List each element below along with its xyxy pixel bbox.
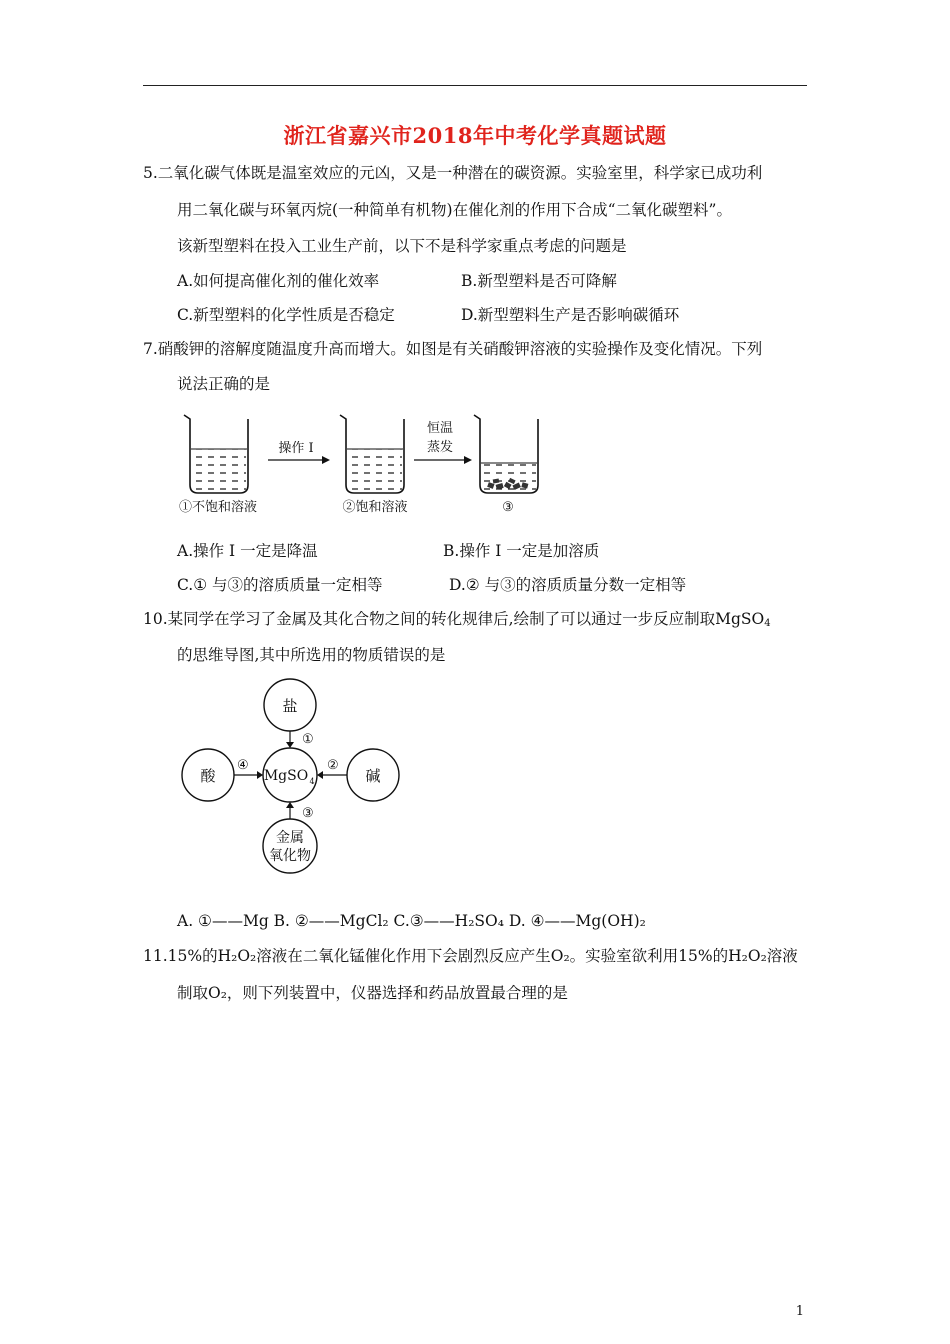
q7-option-b: B.操作 I 一定是加溶质 xyxy=(443,542,600,560)
beaker-1-label: ①不饱和溶液 xyxy=(178,500,258,515)
q5-option-a: A.如何提高催化剂的催化效率 xyxy=(177,272,380,290)
beaker-3-label: ③ xyxy=(502,500,514,515)
beaker-3-icon xyxy=(474,415,538,493)
q10-line-2: 的思维导图,其中所选用的物质错误的是 xyxy=(177,646,446,664)
beaker-1-icon xyxy=(184,415,248,493)
metal-oxide-node xyxy=(263,819,317,873)
page-title: 浙江省嘉兴市2018年中考化学真题试题 xyxy=(283,123,667,148)
arrow-1-number: ① xyxy=(302,732,314,747)
arrow-3-number: ③ xyxy=(302,806,314,821)
header-rule xyxy=(143,85,807,86)
mind-map-diagram xyxy=(175,678,415,878)
operation-1-label: 操作 I xyxy=(278,441,314,456)
q7-option-a: A.操作 I 一定是降温 xyxy=(177,542,318,560)
arrow-4-number: ④ xyxy=(237,758,249,773)
operation-2-label-a: 恒温 xyxy=(426,421,454,436)
arrow-1-icon xyxy=(286,742,294,748)
q10-formula: MgSO xyxy=(715,610,765,628)
mgso4-subscript: 4 xyxy=(309,777,315,786)
arrow-2-number: ② xyxy=(327,758,339,773)
acid-label: 酸 xyxy=(200,767,216,785)
q7-option-c: C.① 与③的溶质质量一定相等 xyxy=(177,576,383,594)
arrow-4-icon xyxy=(257,771,263,779)
operation-2-label-b: 蒸发 xyxy=(426,440,454,455)
mgso4-label: MgSO xyxy=(263,768,309,784)
q7-option-d: D.② 与③的溶质质量分数一定相等 xyxy=(449,576,687,594)
salt-label: 盐 xyxy=(282,697,298,715)
metal-oxide-label-1: 金属 xyxy=(276,830,304,846)
q5-option-d: D.新型塑料生产是否影响碳循环 xyxy=(461,306,680,324)
q7-line-1: 7.硝酸钾的溶解度随温度升高而增大。如图是有关硝酸钾溶液的实验操作及变化情况。下列 xyxy=(143,340,763,358)
q5-option-b: B.新型塑料是否可降解 xyxy=(461,272,617,290)
page-number: 1 xyxy=(795,1304,804,1319)
q11-line-2: 制取O₂，则下列装置中，仪器选择和药品放置最合理的是 xyxy=(177,984,568,1002)
q10-formula-subscript: 4 xyxy=(764,618,771,629)
q10-line-1 xyxy=(143,609,771,634)
metal-oxide-label-2: 氧化物 xyxy=(269,848,311,864)
arrow-2-icon xyxy=(317,771,323,779)
q5-line-3: 该新型塑料在投入工业生产前，以下不是科学家重点考虑的问题是 xyxy=(177,237,627,255)
q10-options: A. ①——Mg B. ②——MgCl₂ C.③——H₂SO₄ D. ④——Mg(OH)₂ xyxy=(177,912,646,930)
base-label: 碱 xyxy=(365,767,381,785)
arrow-3-icon xyxy=(286,802,294,808)
q7-line-2: 说法正确的是 xyxy=(177,375,271,393)
q5-option-c: C.新型塑料的化学性质是否稳定 xyxy=(177,306,395,324)
q5-line-1: 5.二氧化碳气体既是温室效应的元凶，又是一种潜在的碳资源。实验室里，科学家已成功利 xyxy=(143,164,763,182)
beaker-2-label: ②饱和溶液 xyxy=(342,500,408,515)
q11-line-1: 11.15%的H₂O₂溶液在二氧化锰催化作用下会剧烈反应产生O₂。实验室欲利用15%的H₂O₂溶液 xyxy=(143,947,798,965)
q10-line-1-text: 10.某同学在学习了金属及其化合物之间的转化规律后,绘制了可以通过一步反应制取 xyxy=(143,610,716,628)
q5-line-2: 用二氧化碳与环氧丙烷(一种简单有机物)在催化剂的作用下合成“二氧化碳塑料”。 xyxy=(177,201,732,219)
beaker-2-icon xyxy=(340,415,404,493)
beaker-diagram xyxy=(170,405,570,520)
